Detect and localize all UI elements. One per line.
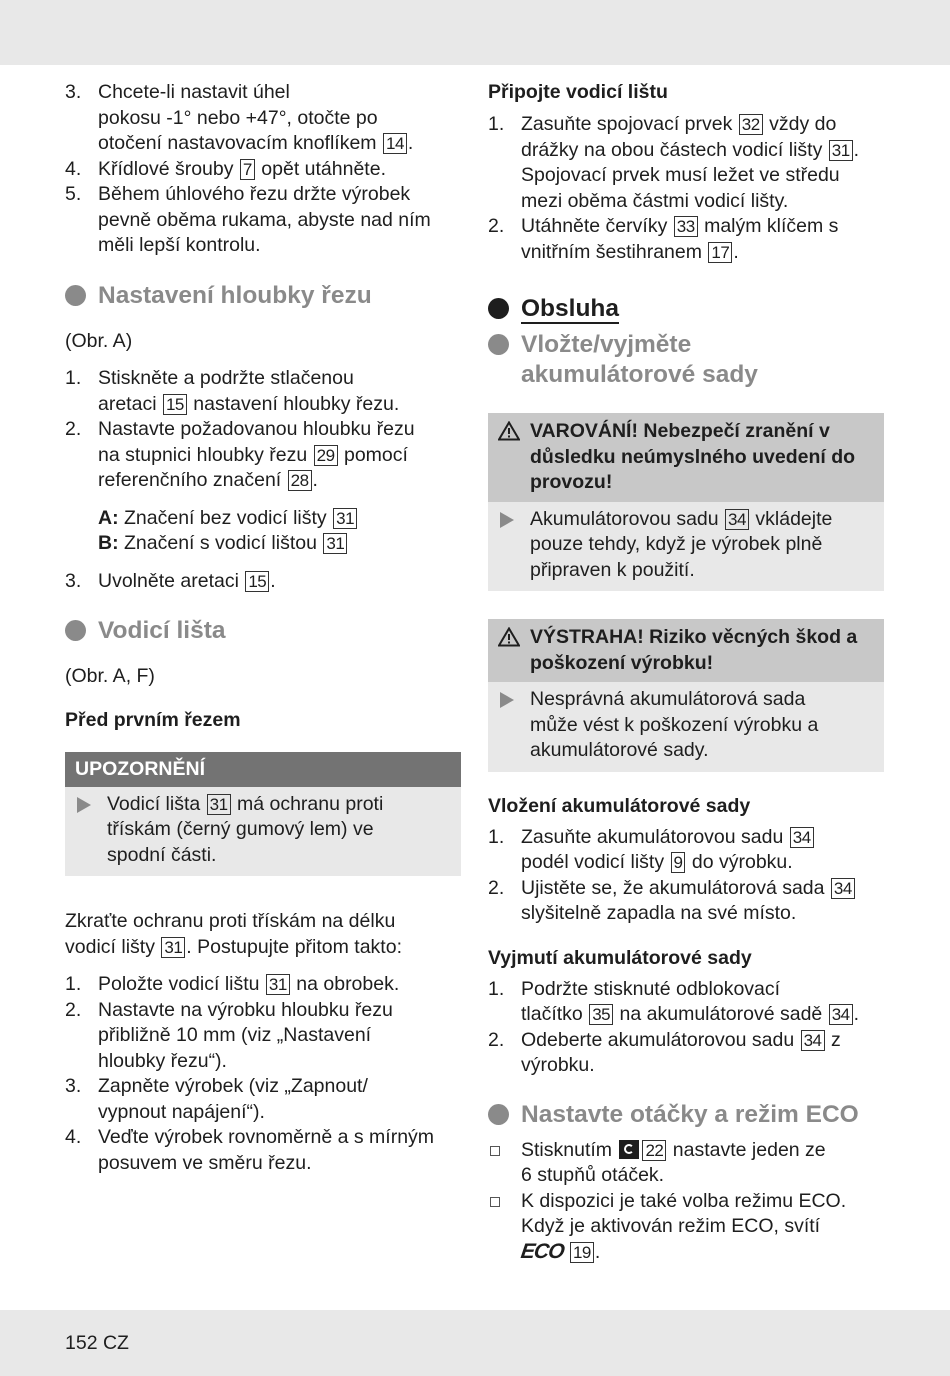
heading-text: Nastavení hloubky řezu (98, 281, 372, 309)
part-ref: 34 (801, 1030, 825, 1051)
bullet-dot-icon (488, 334, 509, 355)
part-ref: 17 (708, 242, 732, 263)
depth-steps (65, 366, 461, 494)
left-column (65, 80, 461, 1176)
bullet-dot-icon (488, 1104, 509, 1125)
text: Stisknutím (521, 1138, 613, 1161)
list-item (65, 366, 461, 417)
step-number: 4. (65, 157, 82, 180)
part-ref: 22 (642, 1140, 666, 1161)
subheading: Před prvním řezem (65, 708, 241, 731)
part-ref: 31 (207, 794, 231, 815)
text: Chcete-li nastavit úhel (98, 81, 290, 103)
list-item (65, 182, 461, 259)
bullet-dot-icon (488, 298, 509, 319)
part-ref: 34 (790, 827, 814, 848)
text: měli lepší kontrolu. (98, 234, 261, 256)
text: VAROVÁNÍ! Nebezpečí zranění v (530, 420, 830, 442)
list-item (488, 112, 884, 214)
list-item (488, 1189, 884, 1266)
step-number: 2. (488, 876, 505, 899)
warning-title (488, 413, 884, 502)
section-heading-depth (65, 281, 461, 311)
legend-key: B: (98, 532, 119, 554)
angle-steps (65, 80, 461, 259)
text: připraven k použití. (530, 558, 695, 581)
text: Podržte stisknuté odblokovací (521, 977, 781, 1000)
part-ref: 31 (323, 533, 347, 554)
text: Zasuňte akumulátorovou sadu (521, 825, 784, 848)
part-ref: 9 (671, 852, 686, 873)
insert-steps (488, 825, 884, 927)
step-number: 2. (65, 418, 82, 440)
text: na akumulátorové sadě (619, 1003, 823, 1025)
part-ref: 33 (674, 216, 698, 237)
speed-list (488, 1138, 884, 1266)
part-ref: 32 (739, 114, 763, 135)
text: vždy do (769, 113, 837, 135)
list-item (488, 876, 884, 927)
step-number: 1. (488, 825, 505, 848)
list-item (65, 157, 461, 183)
step-number: 3. (65, 81, 82, 103)
notice-body (65, 787, 461, 877)
text: vkládejte (755, 507, 833, 530)
text: na stupnici hloubky řezu (98, 443, 308, 466)
part-ref: 31 (161, 937, 185, 958)
text: Ujistěte se, že akumulátorová sada (521, 876, 825, 899)
header-bar (0, 0, 950, 65)
text: mezi oběma částmi vodicí lišty. (521, 189, 789, 212)
heading-text: Vodicí lišta (98, 617, 226, 644)
section-heading-speed (488, 1100, 884, 1130)
text: třískám (černý gumový lem) ve (107, 818, 374, 840)
text: Utáhněte červíky (521, 215, 668, 237)
text: Nesprávná akumulátorová sada (530, 688, 806, 710)
text: . (594, 1240, 601, 1263)
text: Zapněte výrobek (viz „Zapnout/ (98, 1075, 368, 1097)
warning-body (488, 502, 884, 592)
legend-b (98, 531, 461, 557)
step-number: 4. (65, 1126, 82, 1148)
text: hloubky řezu“). (98, 1049, 227, 1072)
text: . (853, 138, 860, 161)
subheading: Připojte vodicí lištu (488, 81, 668, 103)
step-number: 1. (65, 367, 82, 389)
part-ref: 31 (333, 508, 357, 529)
step-number: 2. (488, 215, 505, 237)
part-ref: 31 (266, 974, 290, 995)
arrow-right-icon (500, 512, 514, 528)
part-ref: 35 (589, 1004, 613, 1025)
caution-box (488, 619, 884, 772)
subheading: Vyjmutí akumulátorové sady (488, 946, 752, 969)
page-number: 152 CZ (65, 1332, 129, 1354)
text: . (270, 569, 276, 592)
text: Odeberte akumulátorovou sadu (521, 1028, 795, 1051)
text: spodní části. (107, 843, 217, 866)
text: pomocí (343, 443, 408, 466)
text: Stiskněte a podržte stlačenou (98, 367, 354, 389)
text: vodicí lišty (65, 935, 155, 958)
list-item (65, 998, 461, 1075)
legend-key: A: (98, 506, 119, 529)
text: může vést k poškození výrobku a (530, 713, 819, 736)
text: Vodicí lišta (107, 792, 201, 815)
text: Spojovací prvek musí ležet ve středu (521, 164, 840, 186)
bullet-dot-icon (65, 285, 86, 306)
rail-steps (65, 972, 461, 1176)
text: do výrobku. (691, 851, 793, 873)
step-number: 1. (65, 973, 82, 995)
text: Položte vodicí lištu (98, 973, 260, 995)
text: 6 stupňů otáček. (521, 1164, 665, 1186)
list-item (65, 80, 461, 157)
heading-text: Vložte/vyjměte (521, 331, 692, 358)
part-ref: 14 (383, 133, 407, 154)
text: . (407, 132, 414, 154)
notice-box (65, 752, 461, 877)
heading-text: akumulátorové sady (521, 361, 758, 388)
step-number: 3. (65, 569, 82, 592)
text: Nastavte požadovanou hloubku řezu (98, 418, 415, 440)
list-item (65, 1125, 461, 1176)
section-heading-operation (488, 294, 884, 324)
text: opět utáhněte. (261, 157, 386, 180)
speed-button-icon (619, 1140, 639, 1159)
heading-text: Nastavte otáčky a režim ECO (521, 1100, 859, 1128)
arrow-right-icon (500, 692, 514, 708)
eco-icon: ECO (519, 1239, 566, 1263)
text: na obrobek. (296, 973, 400, 995)
warning-box (488, 413, 884, 591)
step-number: 5. (65, 183, 82, 205)
text: akumulátorové sady. (530, 739, 709, 761)
text: nastavení hloubky řezu. (193, 392, 400, 415)
text: referenčního značení (98, 469, 282, 491)
part-ref: 29 (314, 445, 338, 466)
notice-title: UPOZORNĚNÍ (65, 752, 461, 787)
text: výrobku. (521, 1054, 595, 1076)
depth-steps-cont (65, 569, 461, 595)
step-number: 2. (65, 998, 82, 1021)
text: slyšitelně zapadla na své místo. (521, 902, 797, 924)
text: . Postupujte přitom takto: (186, 935, 402, 958)
step-number: 3. (65, 1075, 82, 1097)
step-number: 1. (488, 977, 505, 1000)
text: Značení s vodicí lištou (124, 532, 317, 554)
text: pouze tehdy, když je výrobek plně (530, 533, 823, 555)
list-item (488, 214, 884, 265)
text: Zasuňte spojovací prvek (521, 113, 733, 135)
connect-steps (488, 112, 884, 265)
warning-triangle-icon (498, 627, 520, 647)
text: aretaci (98, 392, 157, 415)
square-bullet-icon (490, 1197, 500, 1207)
list-item (65, 972, 461, 998)
marking-legend (65, 506, 461, 557)
text: Uvolněte aretaci (98, 569, 239, 592)
part-ref: 31 (829, 140, 853, 161)
subheading: Vložení akumulátorové sady (488, 794, 751, 817)
figure-ref: (Obr. A, F) (65, 665, 155, 687)
legend-a (98, 506, 461, 532)
text: Zkraťte ochranu proti třískám na délku (65, 910, 396, 932)
text: Akumulátorovou sadu (530, 507, 719, 530)
step-number: 2. (488, 1028, 505, 1051)
part-ref: 19 (570, 1242, 594, 1263)
list-item (65, 417, 461, 494)
list-item (488, 977, 884, 1028)
step-number: 1. (488, 113, 505, 135)
part-ref: 15 (163, 394, 187, 415)
caution-title (488, 619, 884, 682)
caution-body (488, 682, 884, 772)
text: Veďte výrobek rovnoměrně a s mírným (98, 1126, 435, 1148)
section-heading-rail (65, 616, 461, 646)
heading-text: Obsluha (521, 295, 620, 322)
paragraph (65, 909, 461, 960)
text: otočení nastavovacím knoflíkem (98, 132, 377, 154)
text: Značení bez vodicí lišty (124, 506, 327, 529)
text: . (853, 1003, 860, 1025)
part-ref: 15 (245, 571, 269, 592)
text: drážky na obou částech vodicí lišty (521, 138, 823, 161)
right-column (488, 80, 884, 1265)
list-item (488, 1138, 884, 1189)
text: Nastavte na výrobku hloubku řezu (98, 998, 393, 1021)
text: malým klíčem s (704, 215, 839, 237)
text: posuvem ve směru řezu. (98, 1151, 312, 1174)
text: Během úhlového řezu držte výrobek (98, 183, 411, 205)
text: z (830, 1028, 841, 1051)
text: nastavte jeden ze (672, 1138, 826, 1161)
text: pevně oběma rukama, abyste nad ním (98, 208, 431, 231)
text: provozu! (530, 471, 613, 493)
text: vnitřním šestihranem (521, 240, 702, 263)
list-item (488, 825, 884, 876)
arrow-right-icon (77, 797, 91, 813)
list-item (65, 1074, 461, 1125)
part-ref: 7 (240, 159, 255, 180)
text: pokosu -1° nebo +47°, otočte po (98, 106, 378, 129)
text: tlačítko (521, 1003, 583, 1025)
part-ref: 34 (725, 509, 749, 530)
text: poškození výrobku! (530, 651, 714, 674)
text: přibližně 10 mm (viz „Nastavení (98, 1024, 372, 1046)
part-ref: 34 (829, 1004, 853, 1025)
section-heading-battery (488, 330, 884, 390)
text: podél vodicí lišty (521, 851, 665, 873)
warning-triangle-icon (498, 421, 520, 441)
bullet-dot-icon (65, 620, 86, 641)
part-ref: 28 (288, 470, 312, 491)
figure-ref: (Obr. A) (65, 329, 133, 352)
text: Křídlové šrouby (98, 157, 234, 180)
square-bullet-icon (490, 1146, 500, 1156)
text: K dispozici je také volba režimu ECO. (521, 1189, 847, 1212)
text: VÝSTRAHA! Riziko věcných škod a (530, 626, 858, 648)
text: má ochranu proti (236, 792, 384, 815)
list-item (65, 569, 461, 595)
text: . (312, 469, 318, 491)
list-item (488, 1028, 884, 1079)
remove-steps (488, 977, 884, 1079)
text: . (733, 240, 739, 263)
text: důsledku neúmyslného uvedení do (530, 445, 856, 468)
text: vypnout napájení“). (98, 1100, 265, 1123)
part-ref: 34 (831, 878, 855, 899)
text: Když je aktivován režim ECO, svítí (521, 1215, 821, 1237)
footer-bar (0, 1310, 950, 1376)
